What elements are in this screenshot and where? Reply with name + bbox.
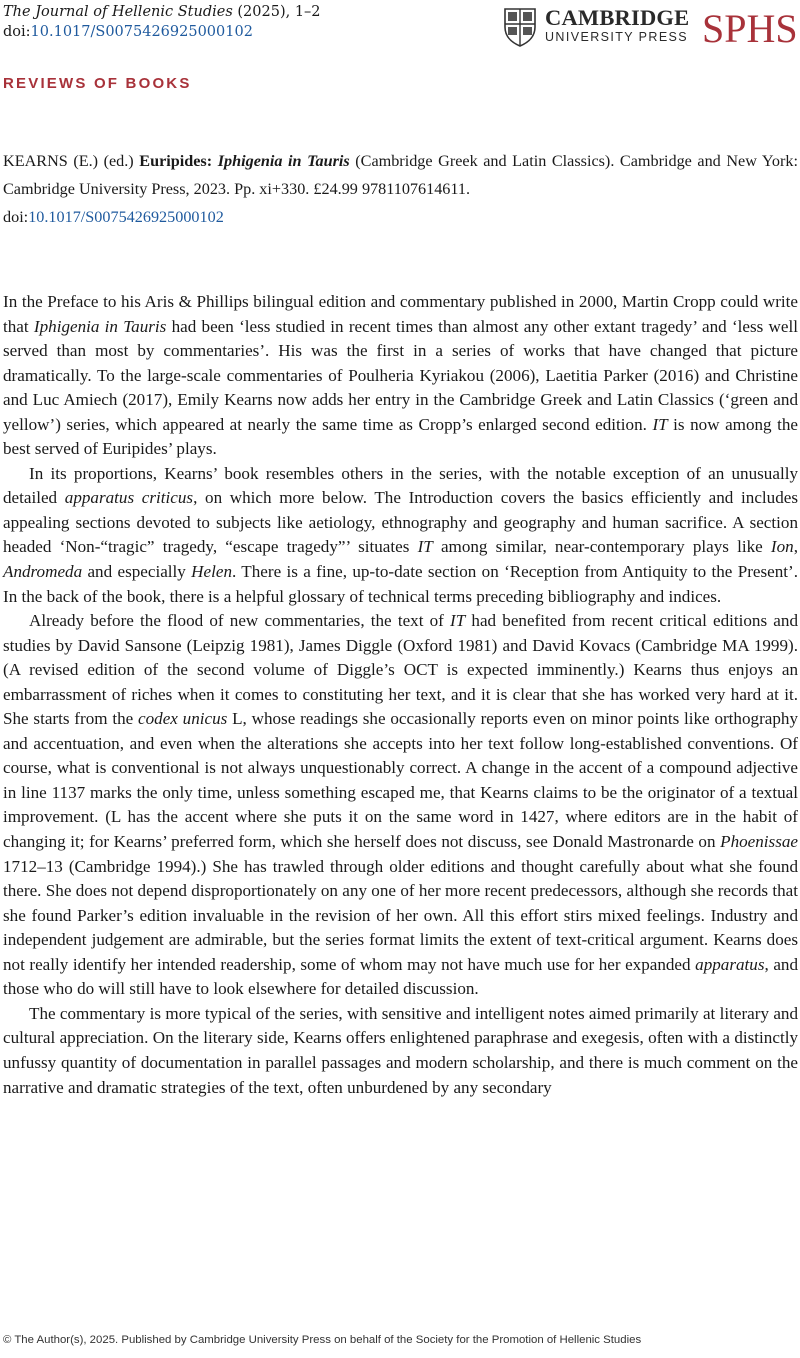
paragraph-2: In its proportions, Kearns’ book resembles others in the series, with the notable exception of an unusually detailed apparatus criticus, on which more below. The Introduction covers the basics efficiently and includes appealing sections devoted to subjects like aetiology, ethnography and geography and human sacrifice. A section headed ‘Non-“tragic” tragedy, “escape tragedy”’ situates IT among similar, near-contemporary plays like Ion, Andromeda and especially Helen. There is a fine, up-to-date section on ‘Reception from Antiquity to the Present’. In the back of the book, there is a helpful glossary of technical terms preceding bibliography and indices.	[3, 463, 799, 606]
book-citation	[3, 147, 798, 231]
publisher-subname: UNIVERSITY PRESS	[545, 30, 689, 44]
copyright-footer: © The Author(s), 2025. Published by Cambridge University Press on behalf of the Society for the Promotion of Hellenic Studies	[3, 1334, 642, 1346]
cambridge-crest-icon	[503, 7, 537, 47]
header-doi-link[interactable]: 10.1017/S0075426925000102	[30, 24, 253, 40]
citation-series: (Cambridge Greek and Latin Classics). Cambridge and New York: Cambridge University Press, 2023. Pp. xi+330. £24.99 9781107614611.	[3, 152, 798, 198]
section-label: REVIEWS OF BOOKS	[3, 75, 192, 92]
journal-header	[3, 2, 321, 42]
citation-doi-prefix: doi:	[3, 208, 29, 226]
header-doi-prefix: doi:	[3, 24, 31, 40]
review-body	[3, 290, 798, 1100]
journal-year: (2025), 1–2	[237, 4, 321, 20]
publisher-name: CAMBRIDGE	[545, 5, 690, 30]
paragraph-4: The commentary is more typical of the series, with sensitive and intelligent notes aimed primarily at literary and cultural appreciation. On the literary side, Kearns offers enlightened paraphrase and exegesis, often with a distinctly unfussy quantity of documentation in parallel passages and modern scholarship, and there is much comment on the narrative and dramatic strategies of the text, often unburdened by any secondary	[3, 1003, 798, 1097]
cambridge-logo	[545, 6, 689, 44]
citation-author: KEARNS (E.) (ed.)	[3, 152, 134, 170]
paragraph-1: In the Preface to his Aris & Phillips bilingual edition and commentary published in 2000, Martin Cropp could write that Iphigenia in Tauris had been ‘less studied in recent times than almost any other extant tragedy’ and ‘less well served than most by commentaries’. His was the first in a series of works that have changed that picture dramatically. To the large-scale commentaries of Poulheria Kyriakou (2006), Laetitia Parker (2016) and Christine and Luc Amiech (2017), Emily Kearns now adds her entry in the Cambridge Greek and Latin Classics (‘green and yellow’) series, which appeared at nearly the same time as Cropp’s enlarged second edition. IT is now among the best served of Euripides’ plays.	[3, 292, 798, 459]
sphs-logo-text: SPHS	[702, 6, 798, 48]
journal-title: The Journal of Hellenic Studies	[3, 4, 233, 20]
citation-doi-link[interactable]: 10.1017/S0075426925000102	[28, 208, 224, 226]
citation-title-italic: Iphigenia in Tauris	[217, 152, 350, 170]
sphs-logo	[702, 4, 798, 48]
citation-title-bold: Euripides:	[139, 152, 213, 170]
paragraph-3: Already before the flood of new commentaries, the text of IT had benefited from recent critical editions and studies by David Sansone (Leipzig 1981), James Diggle (Oxford 1981) and David Kovacs (Cambridge MA 1999). (A revised edition of the second volume of Diggle’s OCT is expected imminently.) Kearns thus enjoys an embarrassment of riches when it comes to constituting her text, and it is clear that she has worked very hard at it. She starts from the codex unicus L, whose readings she occasionally reports even on minor points like orthography and accentuation, and even when the alterations she accepts into her text follow long-established conventions. Of course, what is conventional is not always unquestionably correct. A change in the accent of a compound adjective in line 1137 marks the only time, unless something escaped me, that Kearns claims to be the originator of a textual improvement. (L has the accent where she puts it on the same word in 1427, where editors are in the habit of changing it; for Kearns’ preferred form, which she herself does not discuss, see Donald Mastronarde on Phoenissae 1712–13 (Cambridge 1994).) She has trawled through older editions and thought carefully about what she found there. She does not depend disproportionately on any one of her more recent predecessors, although she records that she found Parker’s edition invaluable in the revision of her own. All this effort stirs mixed feelings. Industry and independent judgement are admirable, but the series format limits the extent of text-critical argument. Kearns does not really identify her intended readership, some of whom may not have much use for her expanded apparatus, and those who do will still have to look elsewhere for detailed discussion.	[3, 611, 798, 999]
